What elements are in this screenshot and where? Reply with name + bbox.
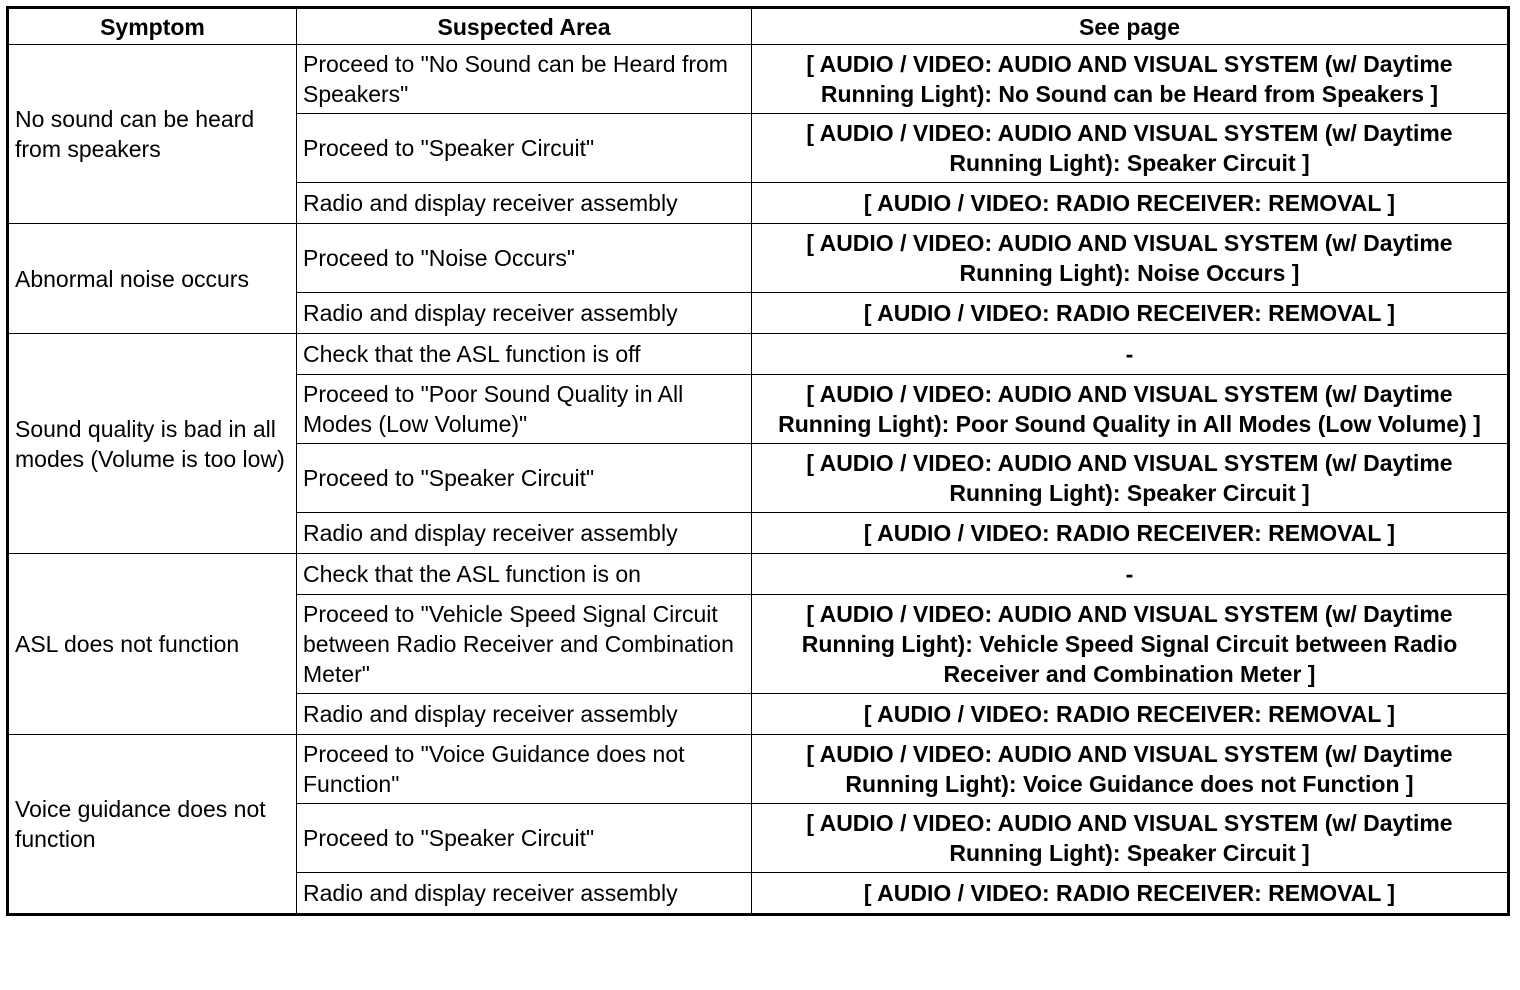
suspected-area-cell: Proceed to "Noise Occurs": [297, 224, 752, 293]
suspected-area-cell: Proceed to "Speaker Circuit": [297, 804, 752, 873]
see-page-cell: [ AUDIO / VIDEO: RADIO RECEIVER: REMOVAL ]: [752, 293, 1509, 334]
see-page-cell: [ AUDIO / VIDEO: AUDIO AND VISUAL SYSTEM (w/ Daytime Running Light): Noise Occurs ]: [752, 224, 1509, 293]
see-page-cell: -: [752, 334, 1509, 375]
table-row: [8, 554, 1509, 595]
symptom-cell: No sound can be heard from speakers: [8, 45, 297, 224]
symptom-cell: ASL does not function: [8, 554, 297, 735]
see-page-cell: [ AUDIO / VIDEO: AUDIO AND VISUAL SYSTEM (w/ Daytime Running Light): Speaker Circuit ]: [752, 804, 1509, 873]
table-row: [8, 735, 1509, 804]
table-row: [8, 224, 1509, 293]
suspected-area-cell: Proceed to "Voice Guidance does not Function": [297, 735, 752, 804]
header-row: [8, 8, 1509, 45]
symptom-cell: Voice guidance does not function: [8, 735, 297, 915]
see-page-cell: [ AUDIO / VIDEO: RADIO RECEIVER: REMOVAL ]: [752, 873, 1509, 915]
table-row: [8, 45, 1509, 114]
symptom-cell: Sound quality is bad in all modes (Volume is too low): [8, 334, 297, 554]
header-see-page: See page: [752, 8, 1509, 45]
suspected-area-cell: Radio and display receiver assembly: [297, 694, 752, 735]
suspected-area-cell: Radio and display receiver assembly: [297, 873, 752, 915]
suspected-area-cell: Check that the ASL function is on: [297, 554, 752, 595]
see-page-cell: [ AUDIO / VIDEO: AUDIO AND VISUAL SYSTEM (w/ Daytime Running Light): Speaker Circuit ]: [752, 114, 1509, 183]
see-page-cell: [ AUDIO / VIDEO: RADIO RECEIVER: REMOVAL ]: [752, 694, 1509, 735]
symptom-table: [6, 6, 1510, 916]
suspected-area-cell: Proceed to "Vehicle Speed Signal Circuit between Radio Receiver and Combination Meter": [297, 595, 752, 694]
suspected-area-cell: Proceed to "Speaker Circuit": [297, 444, 752, 513]
see-page-cell: [ AUDIO / VIDEO: AUDIO AND VISUAL SYSTEM (w/ Daytime Running Light): Voice Guidance does not Function ]: [752, 735, 1509, 804]
see-page-cell: [ AUDIO / VIDEO: RADIO RECEIVER: REMOVAL ]: [752, 513, 1509, 554]
suspected-area-cell: Radio and display receiver assembly: [297, 513, 752, 554]
see-page-cell: -: [752, 554, 1509, 595]
header-suspected-area: Suspected Area: [297, 8, 752, 45]
suspected-area-cell: Radio and display receiver assembly: [297, 293, 752, 334]
suspected-area-cell: Proceed to "Poor Sound Quality in All Modes (Low Volume)": [297, 375, 752, 444]
see-page-cell: [ AUDIO / VIDEO: AUDIO AND VISUAL SYSTEM (w/ Daytime Running Light): Speaker Circuit ]: [752, 444, 1509, 513]
header-symptom: Symptom: [8, 8, 297, 45]
suspected-area-cell: Proceed to "Speaker Circuit": [297, 114, 752, 183]
suspected-area-cell: Check that the ASL function is off: [297, 334, 752, 375]
symptom-cell: Abnormal noise occurs: [8, 224, 297, 334]
suspected-area-cell: Proceed to "No Sound can be Heard from Speakers": [297, 45, 752, 114]
see-page-cell: [ AUDIO / VIDEO: AUDIO AND VISUAL SYSTEM (w/ Daytime Running Light): Vehicle Speed Signal Circuit between Radio Receiver and Combination Meter ]: [752, 595, 1509, 694]
see-page-cell: [ AUDIO / VIDEO: RADIO RECEIVER: REMOVAL ]: [752, 183, 1509, 224]
suspected-area-cell: Radio and display receiver assembly: [297, 183, 752, 224]
see-page-cell: [ AUDIO / VIDEO: AUDIO AND VISUAL SYSTEM (w/ Daytime Running Light): No Sound can be Heard from Speakers ]: [752, 45, 1509, 114]
see-page-cell: [ AUDIO / VIDEO: AUDIO AND VISUAL SYSTEM (w/ Daytime Running Light): Poor Sound Quality in All Modes (Low Volume) ]: [752, 375, 1509, 444]
table-row: [8, 334, 1509, 375]
